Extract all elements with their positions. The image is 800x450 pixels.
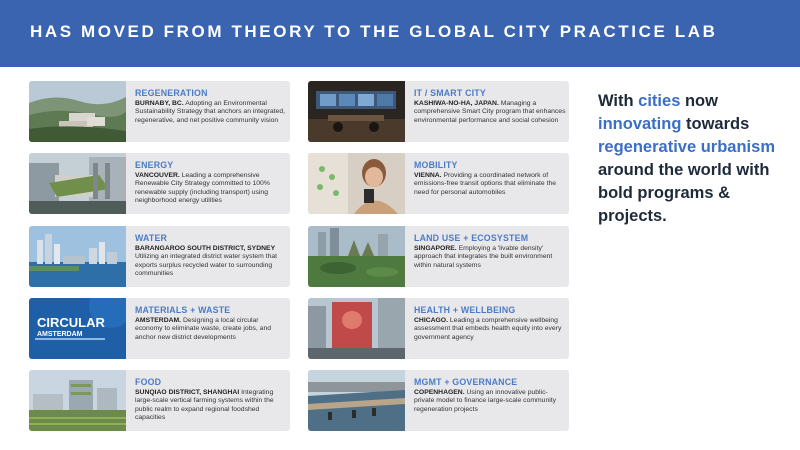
side-text-3: towards (681, 115, 750, 133)
side-text-2: now (680, 92, 718, 110)
card-mgmt-governance (308, 370, 569, 431)
card-description: Integrating large-scale vertical farming systems within the public realm to expand regional foodshed capacities (135, 389, 274, 422)
card-food (29, 370, 290, 431)
card-description: Adopting an Environmental Sustainability Strategy that anchors an integrated, regenerative, and net positive community vision (135, 100, 285, 124)
card-description: Leading a comprehensive wellbeing assessment that embeds health equity into every government agency (414, 317, 562, 341)
food-photo (29, 370, 126, 431)
card-description: Using an innovative public-private model to finance large-scale community regeneration projects (414, 389, 557, 413)
card-location: BURNABY, BC. (135, 100, 184, 107)
card-location: VANCOUVER. (135, 172, 180, 179)
card-category: MATERIALS + WASTE (135, 305, 231, 315)
card-location: AMSTERDAM. (135, 317, 182, 324)
card-energy (29, 153, 290, 214)
side-text-4: around the world with bold programs & projects. (598, 161, 770, 225)
governance-photo (308, 370, 405, 431)
card-category: REGENERATION (135, 88, 208, 98)
card-it-smart-city (308, 81, 569, 142)
mobility-photo (308, 153, 405, 214)
side-statement (598, 90, 788, 228)
side-highlight-cities: cities (638, 92, 681, 110)
card-description: Providing a coordinated network of emissions-free transit options that eliminate the need for personal automobiles (414, 172, 557, 196)
card-location: VIENNA. (414, 172, 442, 179)
card-category: WATER (135, 233, 168, 243)
water-photo (29, 226, 126, 287)
circular-amsterdam-logo (29, 298, 126, 359)
side-highlight-innovating: innovating (598, 115, 682, 133)
side-highlight-regenerative: regenerative urbanism (598, 138, 775, 156)
card-description: Leading a comprehensive Renewable City Strategy committed to 100% renewable supply (including transport) using neighborhood energy utilities (135, 172, 270, 205)
card-land-use-ecosystem (308, 226, 569, 287)
side-text-1: With (598, 92, 639, 110)
card-location: COPENHAGEN. (414, 389, 465, 396)
card-location: SUNQIAO DISTRICT, SHANGHAI (135, 389, 240, 396)
card-materials-waste (29, 298, 290, 359)
logo-word-1: CIRCULAR (37, 315, 105, 330)
card-category: HEALTH + WELLBEING (414, 305, 516, 315)
card-health-wellbeing (308, 298, 569, 359)
card-category: MGMT + GOVERNANCE (414, 377, 518, 387)
energy-photo (29, 153, 126, 214)
card-description: Utilizing an integrated district water system that exports surplus recycled water to surrounding communities (135, 253, 278, 278)
card-category: FOOD (135, 377, 162, 387)
logo-word-2: AMSTERDAM (37, 331, 83, 338)
card-location: CHICAGO. (414, 317, 448, 324)
card-water (29, 226, 290, 287)
health-photo (308, 298, 405, 359)
card-category: IT / SMART CITY (414, 88, 486, 98)
card-location: KASHIWA-NO-HA, JAPAN. (414, 100, 499, 107)
header-banner (0, 0, 800, 67)
land-use-photo (308, 226, 405, 287)
card-category: ENERGY (135, 160, 174, 170)
card-mobility (308, 153, 569, 214)
page-title: HAS MOVED FROM THEORY TO THE GLOBAL CITY PRACTICE LAB (30, 22, 718, 41)
card-location: SINGAPORE. (414, 245, 457, 252)
card-description: Employing a 'livable density' approach that integrates the built environment within natural systems (414, 245, 553, 269)
card-category: LAND USE + ECOSYSTEM (414, 233, 529, 243)
card-location: BARANGAROO SOUTH DISTRICT, SYDNEY (135, 245, 276, 252)
regeneration-photo (29, 81, 126, 142)
card-category: MOBILITY (414, 160, 458, 170)
smart-city-photo (308, 81, 405, 142)
card-description: Designing a local circular economy to eliminate waste, create jobs, and anchor new district developments (135, 317, 272, 341)
card-regeneration (29, 81, 290, 142)
card-description: Managing a comprehensive Smart City program that enhances environmental performance and social cohesion (414, 100, 566, 124)
